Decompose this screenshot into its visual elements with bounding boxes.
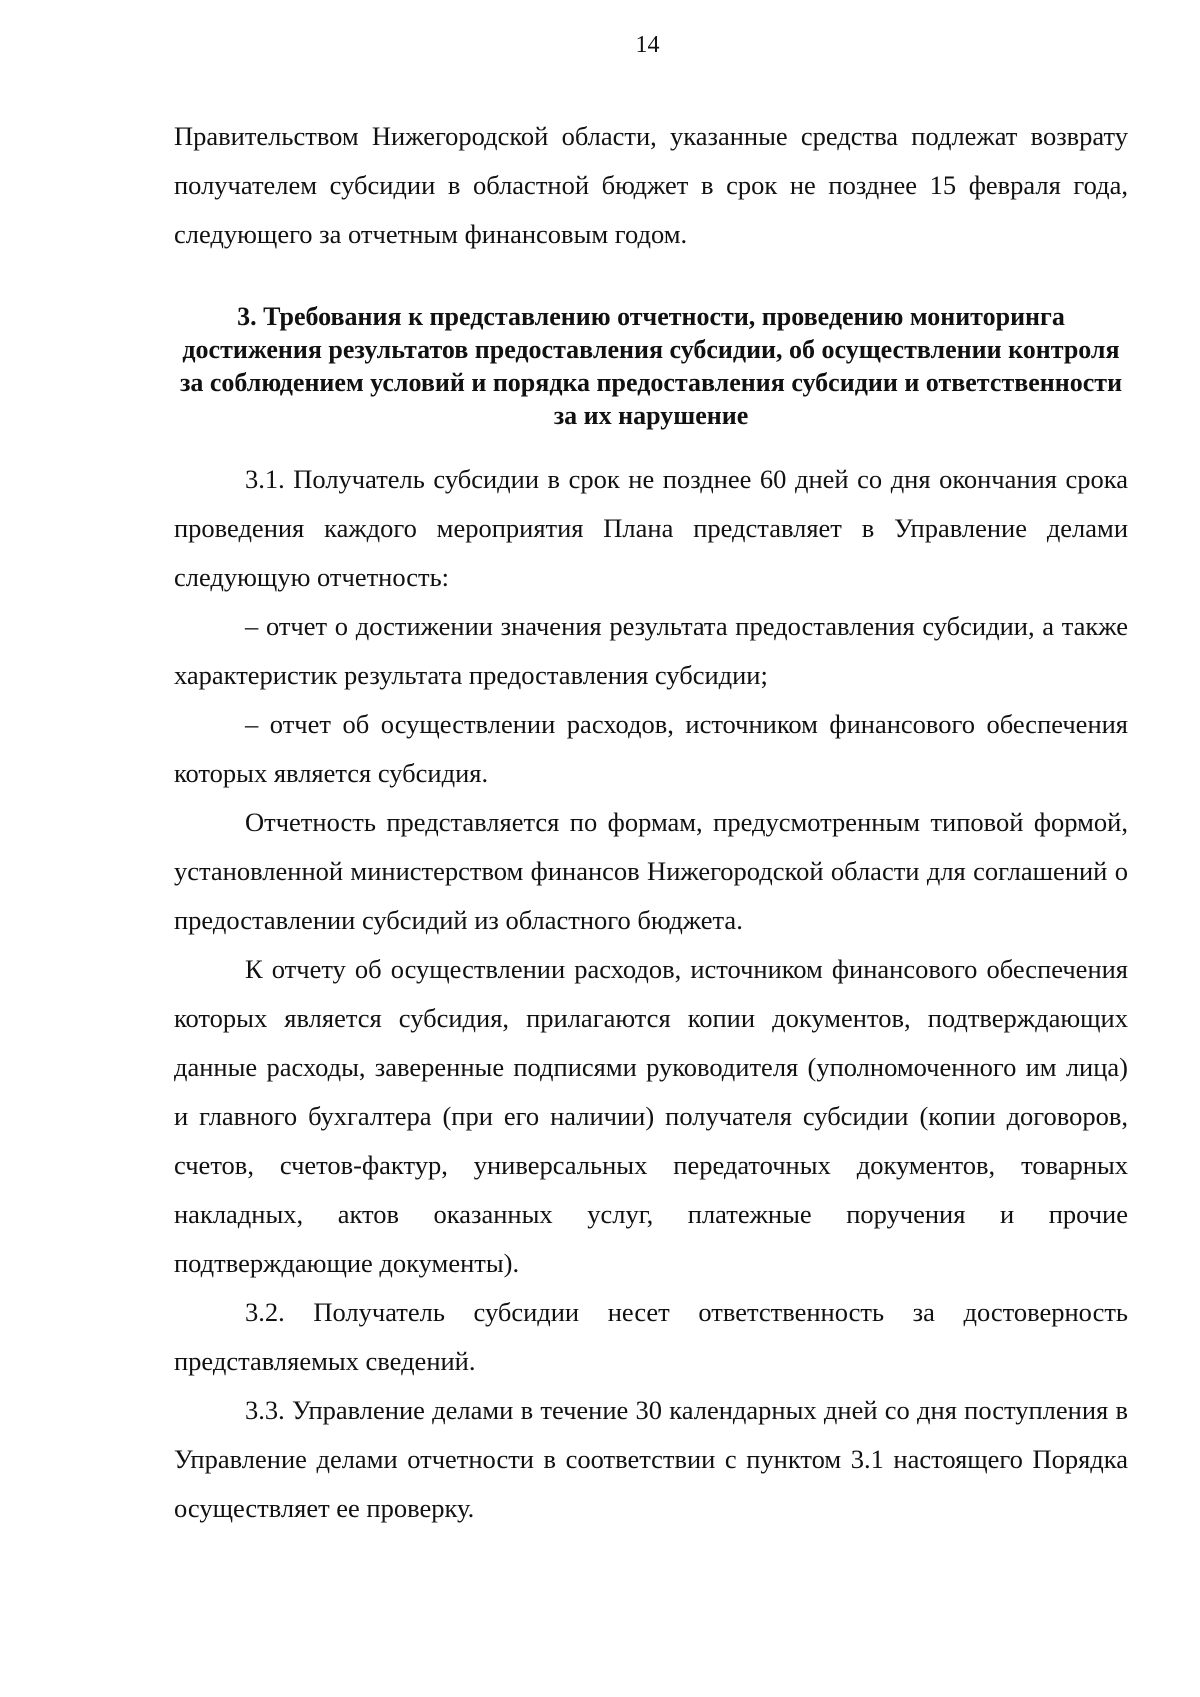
- paragraph-report-forms: Отчетность представляется по формам, предусмотренным типовой формой, установленной министерством финансов Нижегородской области для соглашений о предоставлении субсидий из областного бюджета.: [174, 807, 1128, 935]
- paragraph-3-3: 3.3. Управление делами в течение 30 календарных дней со дня поступления в Управление делами отчетности в соответствии с пунктом 3.1 настоящего Порядка осуществляет ее проверку.: [174, 1395, 1128, 1523]
- page-number: 14: [635, 32, 660, 58]
- paragraph-continuation: Правительством Нижегородской области, указанные средства подлежат возврату получателем субсидии в областной бюджет в срок не позднее 15 февраля года, следующего за отчетным финансовым годом.: [174, 121, 1128, 249]
- paragraph-3-1: 3.1. Получатель субсидии в срок не позднее 60 дней со дня окончания срока проведения каждого мероприятия Плана представляет в Управление делами следующую отчетность:: [174, 464, 1128, 592]
- document-body: [174, 112, 1128, 1533]
- list-item-report-expenses: – отчет об осуществлении расходов, источником финансового обеспечения которых является субсидия.: [174, 709, 1128, 788]
- paragraph-3-2: 3.2. Получатель субсидии несет ответственность за достоверность представляемых сведений.: [174, 1297, 1128, 1376]
- paragraph-attachments: К отчету об осуществлении расходов, источником финансового обеспечения которых является субсидия, прилагаются копии документов, подтверждающих данные расходы, заверенные подписями руководителя (уполномоченного им лица) и главного бухгалтера (при его наличии) получателя субсидии (копии договоров, счетов, счетов-фактур, универсальных передаточных документов, товарных накладных, актов оказанных услуг, платежные поручения и прочие подтверждающие документы).: [174, 954, 1128, 1278]
- section-heading: 3. Требования к представлению отчетности, проведению мониторинга достижения результатов предоставления субсидии, об осуществлении контроля за соблюдением условий и порядка предоставления субсидии и ответственности за их нарушение: [179, 302, 1123, 430]
- list-item-report-result: – отчет о достижении значения результата предоставления субсидии, а также характеристик результата предоставления субсидии;: [174, 611, 1128, 690]
